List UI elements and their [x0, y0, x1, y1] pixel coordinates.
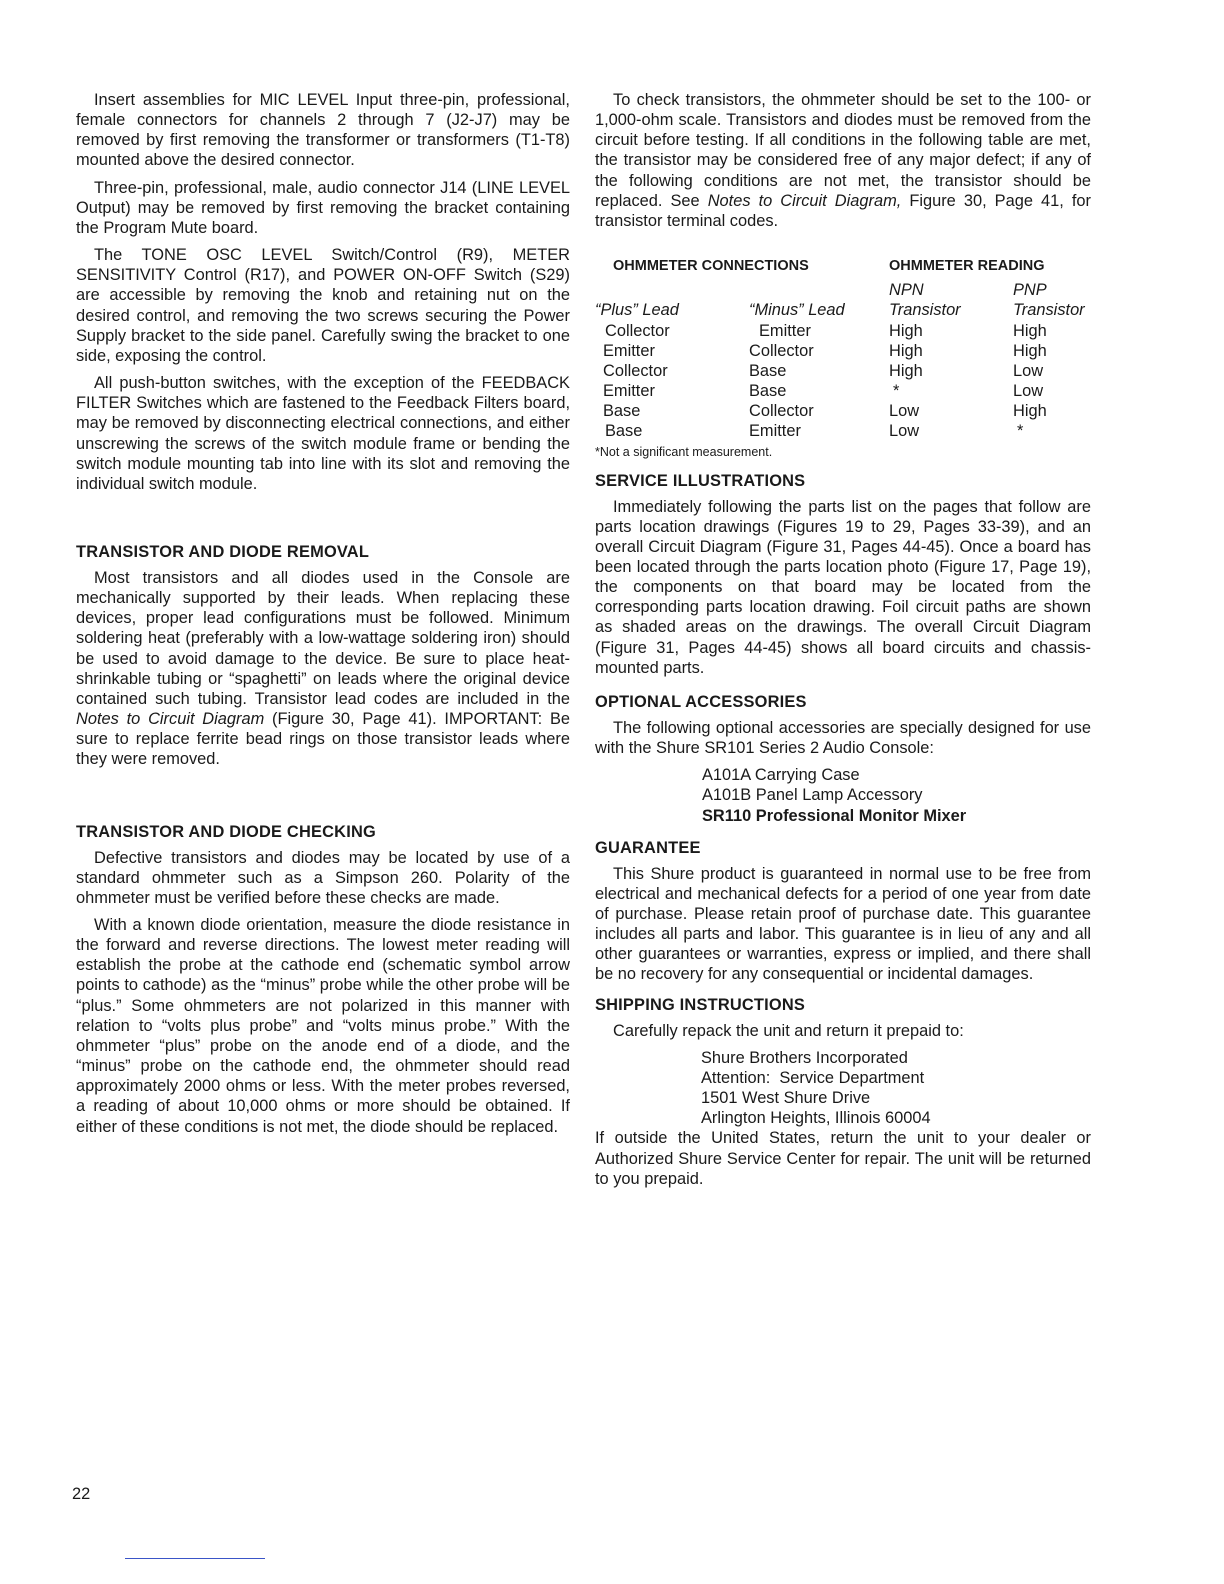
plus-lead-cell: Collector — [605, 321, 670, 340]
line-level-connector-paragraph: Three-pin, professional, male, audio connector J14 (LINE LEVEL Output) may be removed by first removing the bracket containing the Program Mute board. — [76, 178, 570, 237]
table-row — [595, 381, 1085, 401]
accessories-list — [595, 765, 1091, 825]
intro-notes-reference: Notes to Circuit Diagram, — [707, 191, 902, 210]
pnp-reading-cell: High — [1013, 341, 1047, 360]
ohmmeter-reading-header: OHMMETER READING — [889, 258, 1045, 275]
minus-lead-cell: Collector — [749, 341, 814, 360]
table-row — [595, 421, 1085, 441]
minus-lead-header: “Minus” Lead — [749, 301, 845, 320]
service-illustrations-heading: SERVICE ILLUSTRATIONS — [595, 471, 806, 490]
checking-paragraph-1: Defective transistors and diodes may be located by use of a standard ohmmeter such as a Simpson 260. Polarity of the ohmmeter must be verified before these checks are made. — [76, 848, 570, 907]
connector-insert-paragraph: Insert assemblies for MIC LEVEL Input three-pin, professional, female connectors for channels 2 through 7 (J2-J7) may be removed by first removing the transformer or transformers (T1-T8) mounted above the desired connector. — [76, 91, 570, 170]
shipping-paragraph: Carefully repack the unit and return it prepaid to: — [613, 1021, 964, 1040]
npn-subheader: NPN — [889, 281, 924, 300]
intro-text-b: Figure 30, Page 41, for transistor terminal codes. — [595, 191, 1091, 230]
push-button-switches-paragraph: All push-button switches, with the exception of the FEEDBACK FILTER Switches which are fastened to the Feedback Filters board, may be removed by disconnecting electrical connections, and either unscrewing the screws of the switch module frame or bending the switch module mounting tab into line with its slot and removing the individual switch module. — [76, 374, 570, 493]
removal-heading: TRANSISTOR AND DIODE REMOVAL — [76, 542, 370, 561]
checking-heading: TRANSISTOR AND DIODE CHECKING — [76, 822, 376, 841]
page-number: 22 — [72, 1485, 91, 1503]
pnp-reading-cell: Low — [1013, 382, 1044, 401]
list-item: A101A Carrying Case — [702, 766, 860, 785]
optional-accessories-paragraph: The following optional accessories are specially designed for use with the Shure SR101 Series 2 Audio Console: — [595, 718, 1091, 758]
npn-reading-cell: High — [889, 341, 923, 360]
divider — [125, 1558, 265, 1559]
pnp-reading-cell: High — [1013, 402, 1047, 421]
table-row — [595, 341, 1085, 361]
plus-lead-header: “Plus” Lead — [595, 301, 679, 320]
guarantee-heading: GUARANTEE — [595, 838, 701, 857]
pnp-reading-cell: High — [1013, 321, 1047, 340]
tone-osc-control-paragraph: The TONE OSC LEVEL Switch/Control (R9), METER SENSITIVITY Control (R17), and POWER ON-OFF Switch (S29) are accessible by removing the knob and retaining nut on the desired control, and removing the two screws securing the Power Supply bracket to the side panel. Carefully swing the bracket to one side, exposing the control. — [76, 246, 570, 365]
pnp-reading-cell: Low — [1013, 361, 1044, 380]
removal-notes-reference: Notes to Circuit Diagram — [76, 710, 265, 729]
plus-lead-cell: Base — [605, 422, 643, 441]
npn-reading-cell: Low — [889, 422, 920, 441]
transistor-check-intro — [595, 90, 1091, 231]
minus-lead-cell: Base — [749, 361, 787, 380]
right-column — [595, 90, 1091, 1196]
optional-accessories-heading: OPTIONAL ACCESSORIES — [595, 692, 807, 711]
plus-lead-cell: Collector — [603, 361, 668, 380]
plus-lead-cell: Emitter — [603, 341, 655, 360]
closing-paragraph: If outside the United States, return the unit to your dealer or Authorized Shure Service Center for repair. The unit will be returned to you prepaid. — [595, 1129, 1091, 1188]
pnp-subheader: PNP — [1013, 281, 1047, 300]
address-line: Attention: Service Department — [701, 1068, 925, 1087]
table-footnote: *Not a significant measurement. — [595, 444, 773, 459]
pnp-transistor-header: Transistor — [1013, 301, 1085, 320]
plus-lead-cell: Base — [603, 402, 641, 421]
npn-reading-cell: High — [889, 361, 923, 380]
table-row — [595, 361, 1085, 381]
minus-lead-cell: Emitter — [759, 321, 811, 340]
npn-transistor-header: Transistor — [889, 301, 961, 320]
address-line: 1501 West Shure Drive — [701, 1089, 871, 1108]
list-item: A101B Panel Lamp Accessory — [702, 786, 923, 805]
pnp-reading-cell: * — [1017, 422, 1024, 441]
minus-lead-cell: Collector — [749, 402, 814, 421]
plus-lead-cell: Emitter — [603, 382, 655, 401]
table-row — [595, 321, 1085, 341]
minus-lead-cell: Emitter — [749, 422, 801, 441]
return-address — [595, 1048, 1091, 1129]
left-column — [76, 90, 570, 1144]
ohmmeter-table — [595, 256, 1085, 441]
npn-reading-cell: Low — [889, 402, 920, 421]
service-illustrations-paragraph: Immediately following the parts list on the pages that follow are parts location drawings (Figures 19 to 29, Pages 33-39), and an overall Circuit Diagram (Figure 31, Pages 44-45). Once a board has been located through the parts location photo (Figure 17, Page 19), the components on that board may be located from the corresponding parts location drawing. Foil circuit paths are shown as shaded areas on the drawings. The overall Circuit Diagram (Figure 31, Pages 44-45) shows all board circuits and chassis-mounted parts. — [595, 497, 1091, 677]
guarantee-paragraph: This Shure product is guaranteed in normal use to be free from electrical and mechanical defects for a period of one year from date of purchase. Please retain proof of purchase date. This guarantee includes all parts and labor. This guarantee is in lieu of any and all other guarantees or warranties, express or implied, and there shall be no recovery for any consequential or incidental damages. — [595, 864, 1091, 984]
ohmmeter-connections-header: OHMMETER CONNECTIONS — [613, 258, 809, 275]
minus-lead-cell: Base — [749, 382, 787, 401]
removal-text-b: (Figure 30, Page 41). IMPORTANT: Be sure to replace ferrite bead rings on those transistor leads where they were removed. — [76, 710, 571, 769]
address-line: Arlington Heights, Illinois 60004 — [701, 1109, 931, 1128]
npn-reading-cell: High — [889, 321, 923, 340]
removal-text-a: Most transistors and all diodes used in the Console are mechanically supported by their leads. When replacing these devices, proper lead configurations must be followed. Minimum soldering heat (preferably with a low-wattage soldering iron) should be used to avoid damage to the device. Be sure to place heat-shrinkable tubing or “spaghetti” on leads where the original device contained such tubing. Transistor lead codes are included in the — [76, 568, 570, 708]
list-item: SR110 Professional Monitor Mixer — [702, 806, 967, 825]
removal-paragraph — [76, 568, 570, 770]
npn-reading-cell: * — [893, 382, 900, 401]
shipping-heading: SHIPPING INSTRUCTIONS — [595, 995, 806, 1014]
table-row — [595, 401, 1085, 421]
address-line: Shure Brothers Incorporated — [701, 1048, 908, 1067]
checking-paragraph-2: With a known diode orientation, measure the diode resistance in the forward and reverse directions. The lowest meter reading will establish the probe at the cathode end (schematic symbol arrow points to cathode) as the “minus” probe while the other probe will be “plus.” Some ohmmeters are not polarized in this manner with relation to “volts plus probe” and “volts minus probe.” With the ohmmeter “plus” probe on the anode end of a diode, and the “minus” probe on the cathode end, the ohmmeter should read approximately 2000 ohms or less. With the meter probes reversed, a reading of about 10,000 ohms or more should be obtained. If either of these conditions is not met, the diode should be replaced. — [76, 916, 570, 1136]
intro-text-a: To check transistors, the ohmmeter should be set to the 100- or 1,000-ohm scale. Transistors and diodes must be removed from the circuit before testing. If all conditions in the following table are met, the transistor may be considered free of any major defect; if any of the following conditions are not met, the transistor should be replaced. See — [595, 91, 1091, 210]
